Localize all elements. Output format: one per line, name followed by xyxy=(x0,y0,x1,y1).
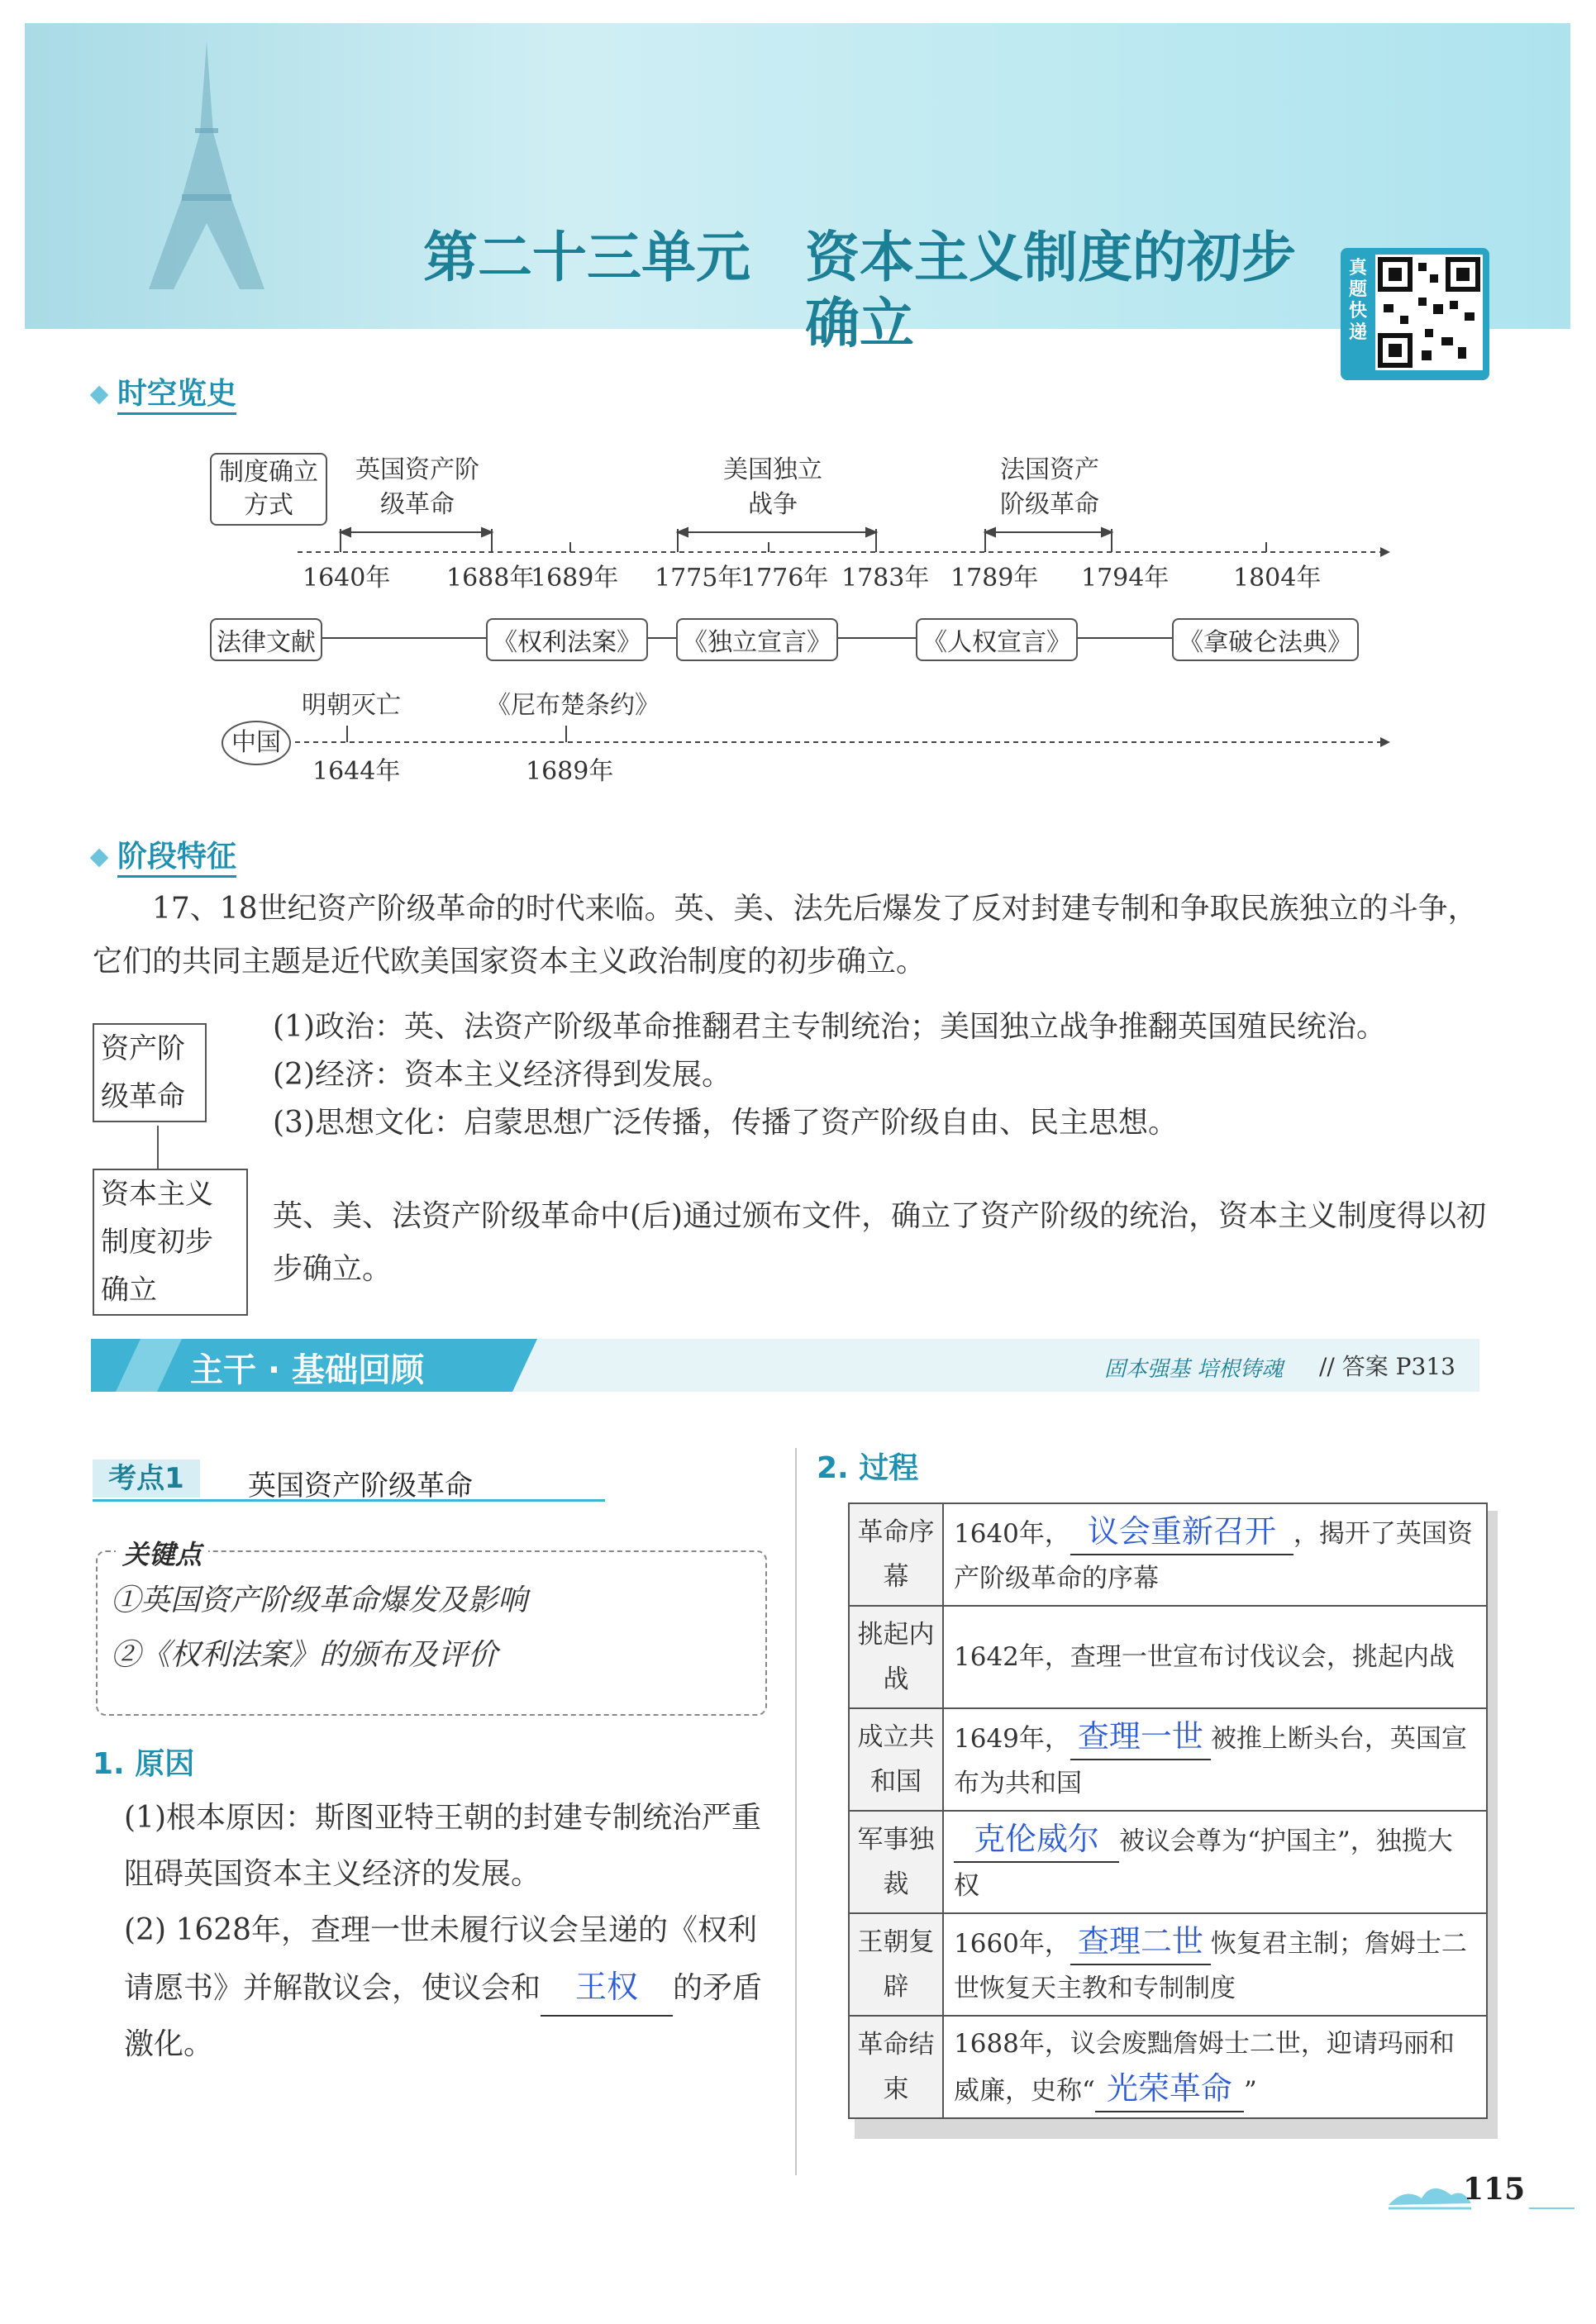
answer-blank[interactable]: 议会重新召开 xyxy=(1070,1509,1293,1555)
table-row xyxy=(849,1913,1487,2016)
stage-cell: 成立共和国 xyxy=(849,1708,943,1811)
kaodian-title: 英国资产阶级革命 xyxy=(248,1469,473,1503)
answer-blank[interactable]: 查理一世 xyxy=(1070,1714,1211,1760)
stage-cell: 军事独裁 xyxy=(849,1811,943,1913)
event-french-revolution: 法国资产阶级革命 xyxy=(1000,455,1099,519)
answer-blank[interactable]: 查理二世 xyxy=(1070,1919,1211,1965)
year-label: 1640年 xyxy=(303,564,391,593)
desc-cell: 1642年，查理一世宣布讨伐议会，挑起内战 xyxy=(943,1606,1487,1708)
unit-title-line2: 确立 xyxy=(805,292,914,355)
table-row xyxy=(849,1811,1487,1913)
year-label: 1689年 xyxy=(526,757,614,786)
year-label: 1789年 xyxy=(950,564,1039,593)
cause-1: (1)根本原因：斯图亚特王朝的封建专制统治严重阻碍英国资本主义经济的发展。 xyxy=(124,1801,761,1891)
stage-point: (3)思想文化：启蒙思想广泛传播，传播了资产阶级自由、民主思想。 xyxy=(273,1106,1178,1140)
banner-slogan: 固本强基 培根铸魂 xyxy=(1104,1357,1284,1382)
institution-label-box: 制度确立方式 xyxy=(210,453,327,526)
desc-cell: 1640年， 议会重新召开 ，揭开了英国资产阶级革命的序幕 xyxy=(943,1503,1487,1606)
stage-summary: 英、美、法资产阶级革命中(后)通过颁布文件，确立了资产阶级的统治，资本主义制度得以初步确立。 xyxy=(273,1199,1487,1286)
diamond-icon xyxy=(90,849,109,868)
page-number: 115 xyxy=(1463,2172,1526,2207)
process-table xyxy=(848,1503,1488,2119)
desc-cell: 1688年，议会废黜詹姆士二世，迎请玛丽和威廉，史称“ 光荣革命 ” xyxy=(943,2016,1487,2118)
stage-cell: 挑起内战 xyxy=(849,1606,943,1708)
stage-cell: 革命结束 xyxy=(849,2016,943,2118)
year-label: 1775年 xyxy=(655,564,743,593)
china-event-ming: 明朝灭亡 xyxy=(302,691,401,720)
china-label: 中国 xyxy=(222,721,291,765)
year-label: 1776年 xyxy=(741,564,829,593)
answer-reference[interactable]: // 答案 P313 xyxy=(1319,1353,1455,1380)
column-divider xyxy=(795,1448,797,2175)
table-row xyxy=(849,2016,1487,2118)
timeline-heading: 时空览史 xyxy=(93,370,236,412)
stage-cell: 王朝复辟 xyxy=(849,1913,943,2016)
table-row xyxy=(849,1503,1487,1606)
stage-heading: 阶段特征 xyxy=(93,833,236,875)
unit-title-line1: 第二十三单元 资本主义制度的初步 xyxy=(423,226,1296,289)
doc-rights-of-man: 《人权宣言》 xyxy=(916,618,1078,661)
key-points-label: 关键点 xyxy=(116,1534,208,1572)
doc-napoleonic-code: 《拿破仑法典》 xyxy=(1172,618,1359,661)
stage-point: (1)政治：英、法资产阶级革命推翻君主专制统治；美国独立战争推翻英国殖民统治。 xyxy=(273,1010,1386,1044)
stage-cell: 革命序幕 xyxy=(849,1503,943,1606)
year-label: 1783年 xyxy=(841,564,930,593)
answer-wangquan[interactable]: 王权 xyxy=(541,1959,673,2017)
main-section-title: 主干 · 基础回顾 xyxy=(190,1351,425,1389)
key-point: ②《权利法案》的颁布及评价 xyxy=(111,1638,498,1672)
table-row xyxy=(849,1606,1487,1708)
desc-cell: 克伦威尔 被议会尊为“护国主”，独揽大权 xyxy=(943,1811,1487,1913)
desc-cell: 1660年， 查理二世 恢复君主制；詹姆士二世恢复天主教和专制制度 xyxy=(943,1913,1487,2016)
box-bourgeois-revolution: 资产阶级革命 xyxy=(93,1023,207,1122)
cause-heading: 1. 原因 xyxy=(93,1747,195,1781)
year-label: 1689年 xyxy=(531,564,619,593)
cause-2: (2) 1628年，查理一世未履行议会呈递的《权利请愿书》并解散议会，使议会和 王权 的矛盾激化。 xyxy=(124,1913,763,2061)
year-label: 1804年 xyxy=(1233,564,1322,593)
doc-declaration-independence: 《独立宣言》 xyxy=(676,618,838,661)
desc-cell: 1649年， 查理一世 被推上断头台，英国宣布为共和国 xyxy=(943,1708,1487,1811)
event-english-revolution: 英国资产阶级革命 xyxy=(355,455,479,519)
year-label: 1794年 xyxy=(1081,564,1170,593)
table-row xyxy=(849,1708,1487,1811)
kaodian-badge: 考点1 xyxy=(93,1460,200,1498)
china-event-nerchinsk: 《尼布楚条约》 xyxy=(486,691,660,720)
year-label: 1644年 xyxy=(312,757,401,786)
event-american-war: 美国独立战争 xyxy=(723,455,822,519)
stage-point: (2)经济：资本主义经济得到发展。 xyxy=(273,1058,731,1092)
answer-blank[interactable]: 光荣革命 xyxy=(1095,2066,1244,2112)
key-point: ①英国资产阶级革命爆发及影响 xyxy=(111,1583,528,1617)
stage-points xyxy=(273,1003,1513,1147)
doc-bill-of-rights: 《权利法案》 xyxy=(486,618,648,661)
qr-label: 真题快递 xyxy=(1348,258,1367,343)
connector-line xyxy=(157,1126,159,1169)
docs-label-box: 法律文献 xyxy=(210,618,322,661)
year-label: 1688年 xyxy=(446,564,535,593)
timeline-lines xyxy=(0,0,1596,810)
stage-intro: 17、18世纪资产阶级革命的时代来临。英、美、法先后爆发了反对封建专制和争取民族独立的斗争，它们的共同主题是近代欧美国家资本主义政治制度的初步确立。 xyxy=(93,892,1478,979)
answer-blank[interactable]: 克伦威尔 xyxy=(954,1817,1119,1863)
process-heading: 2. 过程 xyxy=(817,1451,919,1485)
box-capitalism-established: 资本主义制度初步确立 xyxy=(93,1169,248,1316)
key-points-list xyxy=(111,1574,755,1683)
